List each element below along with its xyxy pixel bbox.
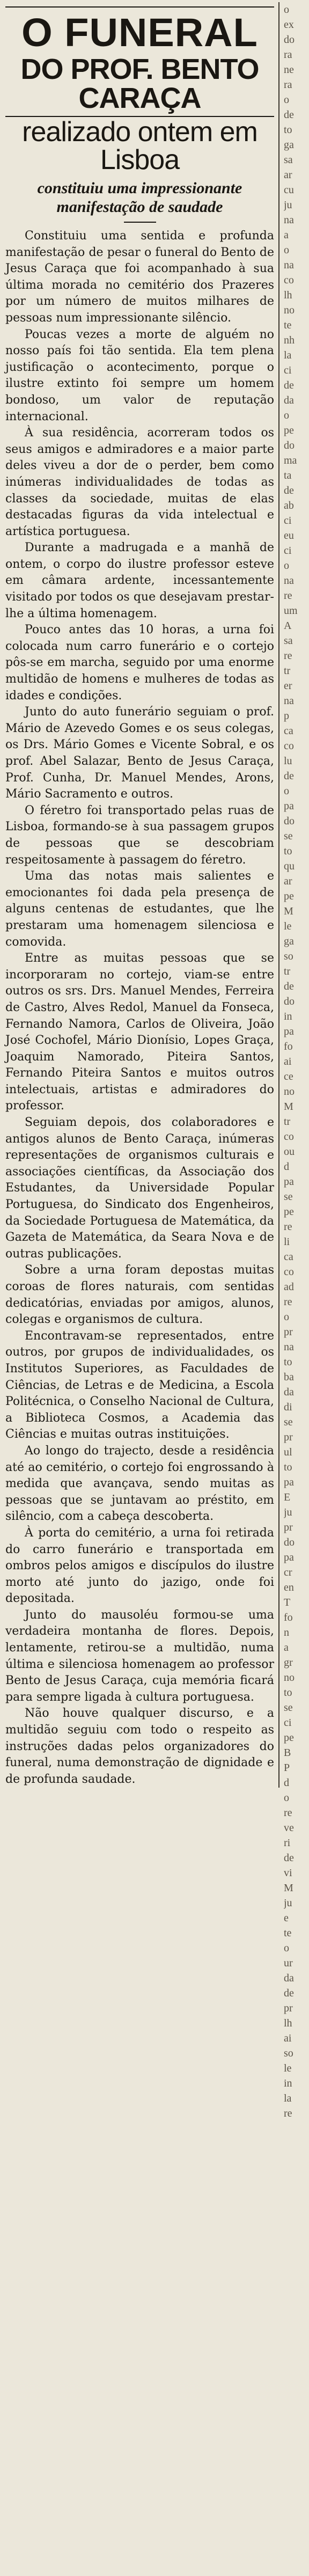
adjacent-column-text: de xyxy=(284,485,294,496)
adjacent-column-text: d xyxy=(284,1161,289,1173)
adjacent-column-text: ou xyxy=(284,1146,295,1158)
adjacent-column-text: so xyxy=(284,950,293,962)
adjacent-column-text: o xyxy=(284,4,289,16)
article-paragraph: Durante a madrugada e a manhã de ontem, o corpo do ilustre professor esteve em câmara ardente, incessantemente visitado por todos os que desejavam prestar-lhe a última homenagem. xyxy=(5,541,274,620)
adjacent-column-text: um xyxy=(284,605,298,617)
adjacent-column-text: ba xyxy=(284,1371,294,1383)
article-deck xyxy=(18,179,261,216)
article-paragraph: Constituiu uma sentida e profunda manifestação de pesar o funeral do Bento de Jesus Caraça que foi acompanhado à sua última morada no cemitério dos Prazeres por um número de muitos milhares de pessoas num impressionante silêncio. xyxy=(5,229,274,325)
adjacent-column-text: ul xyxy=(284,1446,292,1458)
adjacent-column-text: ex xyxy=(284,19,294,31)
adjacent-column-text: ri xyxy=(284,1837,291,1849)
adjacent-column-text: de xyxy=(284,1987,294,1999)
article-body xyxy=(5,228,274,1788)
adjacent-column-text: la xyxy=(284,2092,292,2104)
adjacent-column-text: tr xyxy=(284,1116,291,1128)
adjacent-column-text: ta xyxy=(284,470,292,481)
adjacent-column-text: ne xyxy=(284,64,294,76)
article-paragraph: Pouco antes das 10 horas, a urna foi colocada num carro funerário e o cortejo pôs-se em marcha, seguido por uma enorme multidão de homens e mulheres de todas as idades e condições. xyxy=(5,623,274,702)
adjacent-column-text: pa xyxy=(284,1552,294,1563)
adjacent-column-text: pr xyxy=(284,1521,293,1533)
adjacent-column-text: pa xyxy=(284,800,294,812)
adjacent-column-text: se xyxy=(284,1702,293,1714)
adjacent-column-text: re xyxy=(284,1296,292,1308)
adjacent-column-text: no xyxy=(284,1672,295,1684)
adjacent-column-text: en xyxy=(284,1582,294,1593)
adjacent-column-text: do xyxy=(284,996,295,1007)
adjacent-column-text: de xyxy=(284,379,294,391)
adjacent-column-text: pe xyxy=(284,1206,294,1218)
adjacent-column-text: in xyxy=(284,1011,292,1022)
adjacent-column-text: fo xyxy=(284,1612,293,1623)
adjacent-column-text: co xyxy=(284,740,294,752)
adjacent-column-text: li xyxy=(284,1236,290,1248)
article-paragraph: Ao longo do trajecto, desde a residência até ao cemitério, o cortejo foi engrossando à medida que avançava, sendo muitas as pessoas que se juntavam ao préstito, em silêncio, com a cabeça descoberta. xyxy=(5,1444,274,1524)
adjacent-column-text: do xyxy=(284,815,295,827)
adjacent-column-text: A xyxy=(284,620,292,632)
separator-rule xyxy=(124,222,156,223)
adjacent-column-text: re xyxy=(284,2107,292,2119)
adjacent-column-text: la xyxy=(284,349,292,361)
adjacent-column-text: ju xyxy=(284,1506,292,1518)
article-paragraph: Seguiam depois, dos colaboradores e antigos alunos de Bento Caraça, inúmeras representações de organismos culturais e associações científicas, da Associação dos Estudantes, da Universidade Popular Portuguesa, do Sindicato dos Engenheiros, da Sociedade Portuguesa de Matemática, da Gazeta de Matemática, da Seara Nova e de outras publicações. xyxy=(5,1116,274,1261)
adjacent-column-text: to xyxy=(284,845,292,857)
article-paragraph: O féretro foi transportado pelas ruas de Lisboa, formando-se à sua passagem grupos de pessoas que se descobriam respeitosamente à passagem do féretro. xyxy=(5,803,274,867)
adjacent-column-text: co xyxy=(284,1266,294,1278)
article-paragraph: Junto do auto funerário seguiam o prof. Mário de Azevedo Gomes e os seus colegas, os Drs. Mário Gomes e Vicente Sobral, e os prof. Abel Salazar, Bento de Jesus Caraça, Prof. Cunha, Dr. Manuel Mendes, Arons, Mário Sacramento e outros. xyxy=(5,705,274,801)
adjacent-column-text: M xyxy=(284,905,293,917)
adjacent-column-text: qu xyxy=(284,860,295,872)
adjacent-column-text: ca xyxy=(284,725,293,737)
adjacent-column-text: cu xyxy=(284,184,294,196)
adjacent-column-text: P xyxy=(284,1762,290,1774)
adjacent-column-text: ju xyxy=(284,199,292,211)
adjacent-column-text: co xyxy=(284,274,294,286)
adjacent-column-text: o xyxy=(284,94,289,106)
adjacent-column-text: ra xyxy=(284,79,292,91)
adjacent-column-text: o xyxy=(284,409,289,421)
adjacent-column-text: de xyxy=(284,980,294,992)
article-paragraph: À porta do cemitério, a urna foi retirada do carro funerário e transportada em ombros pelos amigos e discípulos do ilustre morto até junto do jazigo, onde foi depositada. xyxy=(5,1526,274,1606)
adjacent-column-text: ai xyxy=(284,2032,292,2044)
adjacent-column-text: no xyxy=(284,1086,295,1097)
headline-block xyxy=(5,6,274,117)
adjacent-column-text: na xyxy=(284,695,294,707)
adjacent-column-text: vi xyxy=(284,1867,292,1879)
adjacent-column-text: pe xyxy=(284,1732,294,1744)
article-paragraph: À sua residência, acorreram todos os seus amigos e admiradores e a maior parte deles viveu a dor de o perder, bem como inúmeras individualidades de todas as classes da sociedade, muitas de elas destacadas figuras da vida intelectual e artística portuguesa. xyxy=(5,426,274,538)
adjacent-column-text: cr xyxy=(284,1567,292,1578)
adjacent-column-fragment xyxy=(282,2,306,2573)
adjacent-column-text: do xyxy=(284,1536,295,1548)
adjacent-column-text: tr xyxy=(284,665,291,677)
adjacent-column-text: M xyxy=(284,1882,293,1894)
adjacent-column-text: B xyxy=(284,1747,291,1759)
adjacent-column-text: o xyxy=(284,1792,289,1804)
article-paragraph: Encontravam-se representados, entre outros, por grupos de individualidades, os Institutos Superiores, as Faculdades de Ciências, de Letras e de Medicina, a Escola Politécnica, o Conselho Nacional de Cultura, a Biblioteca Cosmos, a Academia das Ciências e muitas outras instituições. xyxy=(5,1329,274,1441)
adjacent-column-text: M xyxy=(284,1101,293,1113)
adjacent-column-text: ca xyxy=(284,1251,293,1263)
article-column xyxy=(3,2,279,1788)
adjacent-column-text: er xyxy=(284,680,292,692)
adjacent-column-text: ci xyxy=(284,545,292,557)
adjacent-column-text: re xyxy=(284,650,292,662)
adjacent-column-text: te xyxy=(284,319,292,331)
adjacent-column-text: sa xyxy=(284,635,293,647)
headline-location: realizado ontem em Lisboa xyxy=(22,116,258,175)
adjacent-column-text: fo xyxy=(284,1041,293,1052)
adjacent-column-text: lu xyxy=(284,755,292,767)
adjacent-column-text: ve xyxy=(284,1822,294,1834)
adjacent-column-text: n xyxy=(284,1627,289,1638)
adjacent-column-text: sa xyxy=(284,154,293,166)
adjacent-column-text: d xyxy=(284,1777,289,1789)
adjacent-column-text: se xyxy=(284,830,293,842)
article-paragraph: Entre as muitas pessoas que se incorporaram no cortejo, viam-se entre outros os srs. Drs. Manuel Mendes, Ferreira de Castro, Alves Redol, Manuel da Fonseca, Fernando Namora, Carlos de Oliveira, João José Cochofel, Mário Dionísio, Lopes Graça, Joaquim Namorado, Piteira Santos, Fernando Piteira Santos e muitos outros intelectuais, artistas e admiradores do professor. xyxy=(5,952,274,1113)
adjacent-column-text: ga xyxy=(284,935,294,947)
adjacent-column-text: T xyxy=(284,1597,291,1608)
article-paragraph: Não houve qualquer discurso, e a multidão seguiu com todo o respeito as instruções dadas pelos organizadores do funeral, numa demonstração de dignidade e de profunda saudade. xyxy=(5,1707,274,1786)
adjacent-column-text: lh xyxy=(284,289,292,301)
adjacent-column-text: do xyxy=(284,440,295,451)
adjacent-column-text: E xyxy=(284,1491,291,1503)
adjacent-column-text: ga xyxy=(284,139,294,151)
adjacent-column-text: a xyxy=(284,1642,289,1653)
adjacent-column-text: to xyxy=(284,124,292,136)
adjacent-column-text: le xyxy=(284,920,292,932)
adjacent-column-text: e xyxy=(284,1912,289,1924)
adjacent-column-text: re xyxy=(284,590,292,602)
adjacent-column-text: o xyxy=(284,244,289,256)
adjacent-column-text: ar xyxy=(284,169,292,181)
article-paragraph: Junto do mausoléu formou-se uma verdadeira montanha de flores. Depois, lentamente, retirou-se a multidão, numa última e silenciosa homenagem ao professor Bento de Jesus Caraça, cuja memória ficará para sempre ligada à cultura portuguesa. xyxy=(5,1608,274,1704)
adjacent-column-text: da xyxy=(284,1386,294,1398)
adjacent-column-text: so xyxy=(284,2047,293,2059)
adjacent-column-text: re xyxy=(284,1807,292,1819)
adjacent-column-text: nh xyxy=(284,334,295,346)
adjacent-column-text: ci xyxy=(284,1717,292,1729)
adjacent-column-text: o xyxy=(284,1942,289,1954)
adjacent-column-text: pa xyxy=(284,1476,294,1488)
adjacent-column-text: di xyxy=(284,1401,292,1413)
adjacent-column-text: da xyxy=(284,1972,294,1984)
adjacent-column-text: na xyxy=(284,259,294,271)
adjacent-column-text: eu xyxy=(284,530,294,541)
headline-main: O FUNERAL xyxy=(21,10,258,55)
adjacent-column-text: ra xyxy=(284,49,292,61)
adjacent-column-text: a xyxy=(284,229,289,241)
adjacent-column-text: gr xyxy=(284,1657,293,1668)
adjacent-column-text: pa xyxy=(284,1026,294,1037)
adjacent-column-text: ju xyxy=(284,1897,292,1909)
adjacent-column-text: pa xyxy=(284,1176,294,1188)
deck-line: constituiu uma impressionante xyxy=(37,179,242,197)
article-paragraph: Sobre a urna foram depostas muitas coroas de flores naturais, com sentidas dedicatórias, enviadas por amigos, alunos, colegas e organismos de cultura. xyxy=(5,1263,274,1327)
article-paragraph: Uma das notas mais salientes e emocionantes foi dada pela presença de alguns centenas de estudantes, que lhe prestaram uma homenagem silenciosa e comovida. xyxy=(5,869,274,949)
adjacent-column-text: o xyxy=(284,560,289,572)
adjacent-column-text: to xyxy=(284,1356,292,1368)
adjacent-column-text: o xyxy=(284,785,289,797)
adjacent-column-text: pe xyxy=(284,890,294,902)
adjacent-column-text: pr xyxy=(284,1326,293,1338)
adjacent-column-text: da xyxy=(284,394,294,406)
adjacent-column-text: ma xyxy=(284,455,297,466)
adjacent-column-text: pe xyxy=(284,425,294,436)
adjacent-column-text: pr xyxy=(284,1431,293,1443)
adjacent-column-text: do xyxy=(284,34,295,46)
article-paragraph: Poucas vezes a morte de alguém no nosso país foi tão sentida. Ela tem plena justificação o acontecimento, porque o ilustre extinto foi sempre um homem bondoso, um valor de reputação internacional. xyxy=(5,327,274,423)
adjacent-column-text: na xyxy=(284,1341,294,1353)
adjacent-column-text: ur xyxy=(284,1957,293,1969)
adjacent-column-text: p xyxy=(284,710,289,722)
adjacent-column-text: o xyxy=(284,1311,289,1323)
adjacent-column-text: re xyxy=(284,1221,292,1233)
adjacent-column-text: de xyxy=(284,109,294,121)
deck-line: manifestação de saudade xyxy=(56,197,223,216)
adjacent-column-text: ai xyxy=(284,1056,292,1067)
adjacent-column-text: se xyxy=(284,1416,293,1428)
adjacent-column-text: de xyxy=(284,770,294,782)
adjacent-column-text: no xyxy=(284,304,295,316)
adjacent-column-text: ar xyxy=(284,875,292,887)
adjacent-column-text: se xyxy=(284,1191,293,1203)
adjacent-column-text: ce xyxy=(284,1071,293,1082)
adjacent-column-text: ad xyxy=(284,1281,294,1293)
adjacent-column-text: te xyxy=(284,1927,292,1939)
headline-subject: DO PROF. BENTO CARAÇA xyxy=(20,53,259,114)
adjacent-column-text: ci xyxy=(284,515,292,526)
adjacent-column-text: ci xyxy=(284,364,292,376)
adjacent-column-text: tr xyxy=(284,965,291,977)
adjacent-column-text: to xyxy=(284,1461,292,1473)
adjacent-column-text: co xyxy=(284,1131,294,1143)
adjacent-column-text: in xyxy=(284,2077,292,2089)
adjacent-column-text: de xyxy=(284,1852,294,1864)
adjacent-column-text: pr xyxy=(284,2002,293,2014)
adjacent-column-text: na xyxy=(284,575,294,587)
adjacent-column-text: na xyxy=(284,214,294,226)
adjacent-column-text: to xyxy=(284,1687,292,1699)
adjacent-column-text: ab xyxy=(284,500,294,511)
adjacent-column-text: lh xyxy=(284,2017,292,2029)
adjacent-column-text: le xyxy=(284,2062,292,2074)
